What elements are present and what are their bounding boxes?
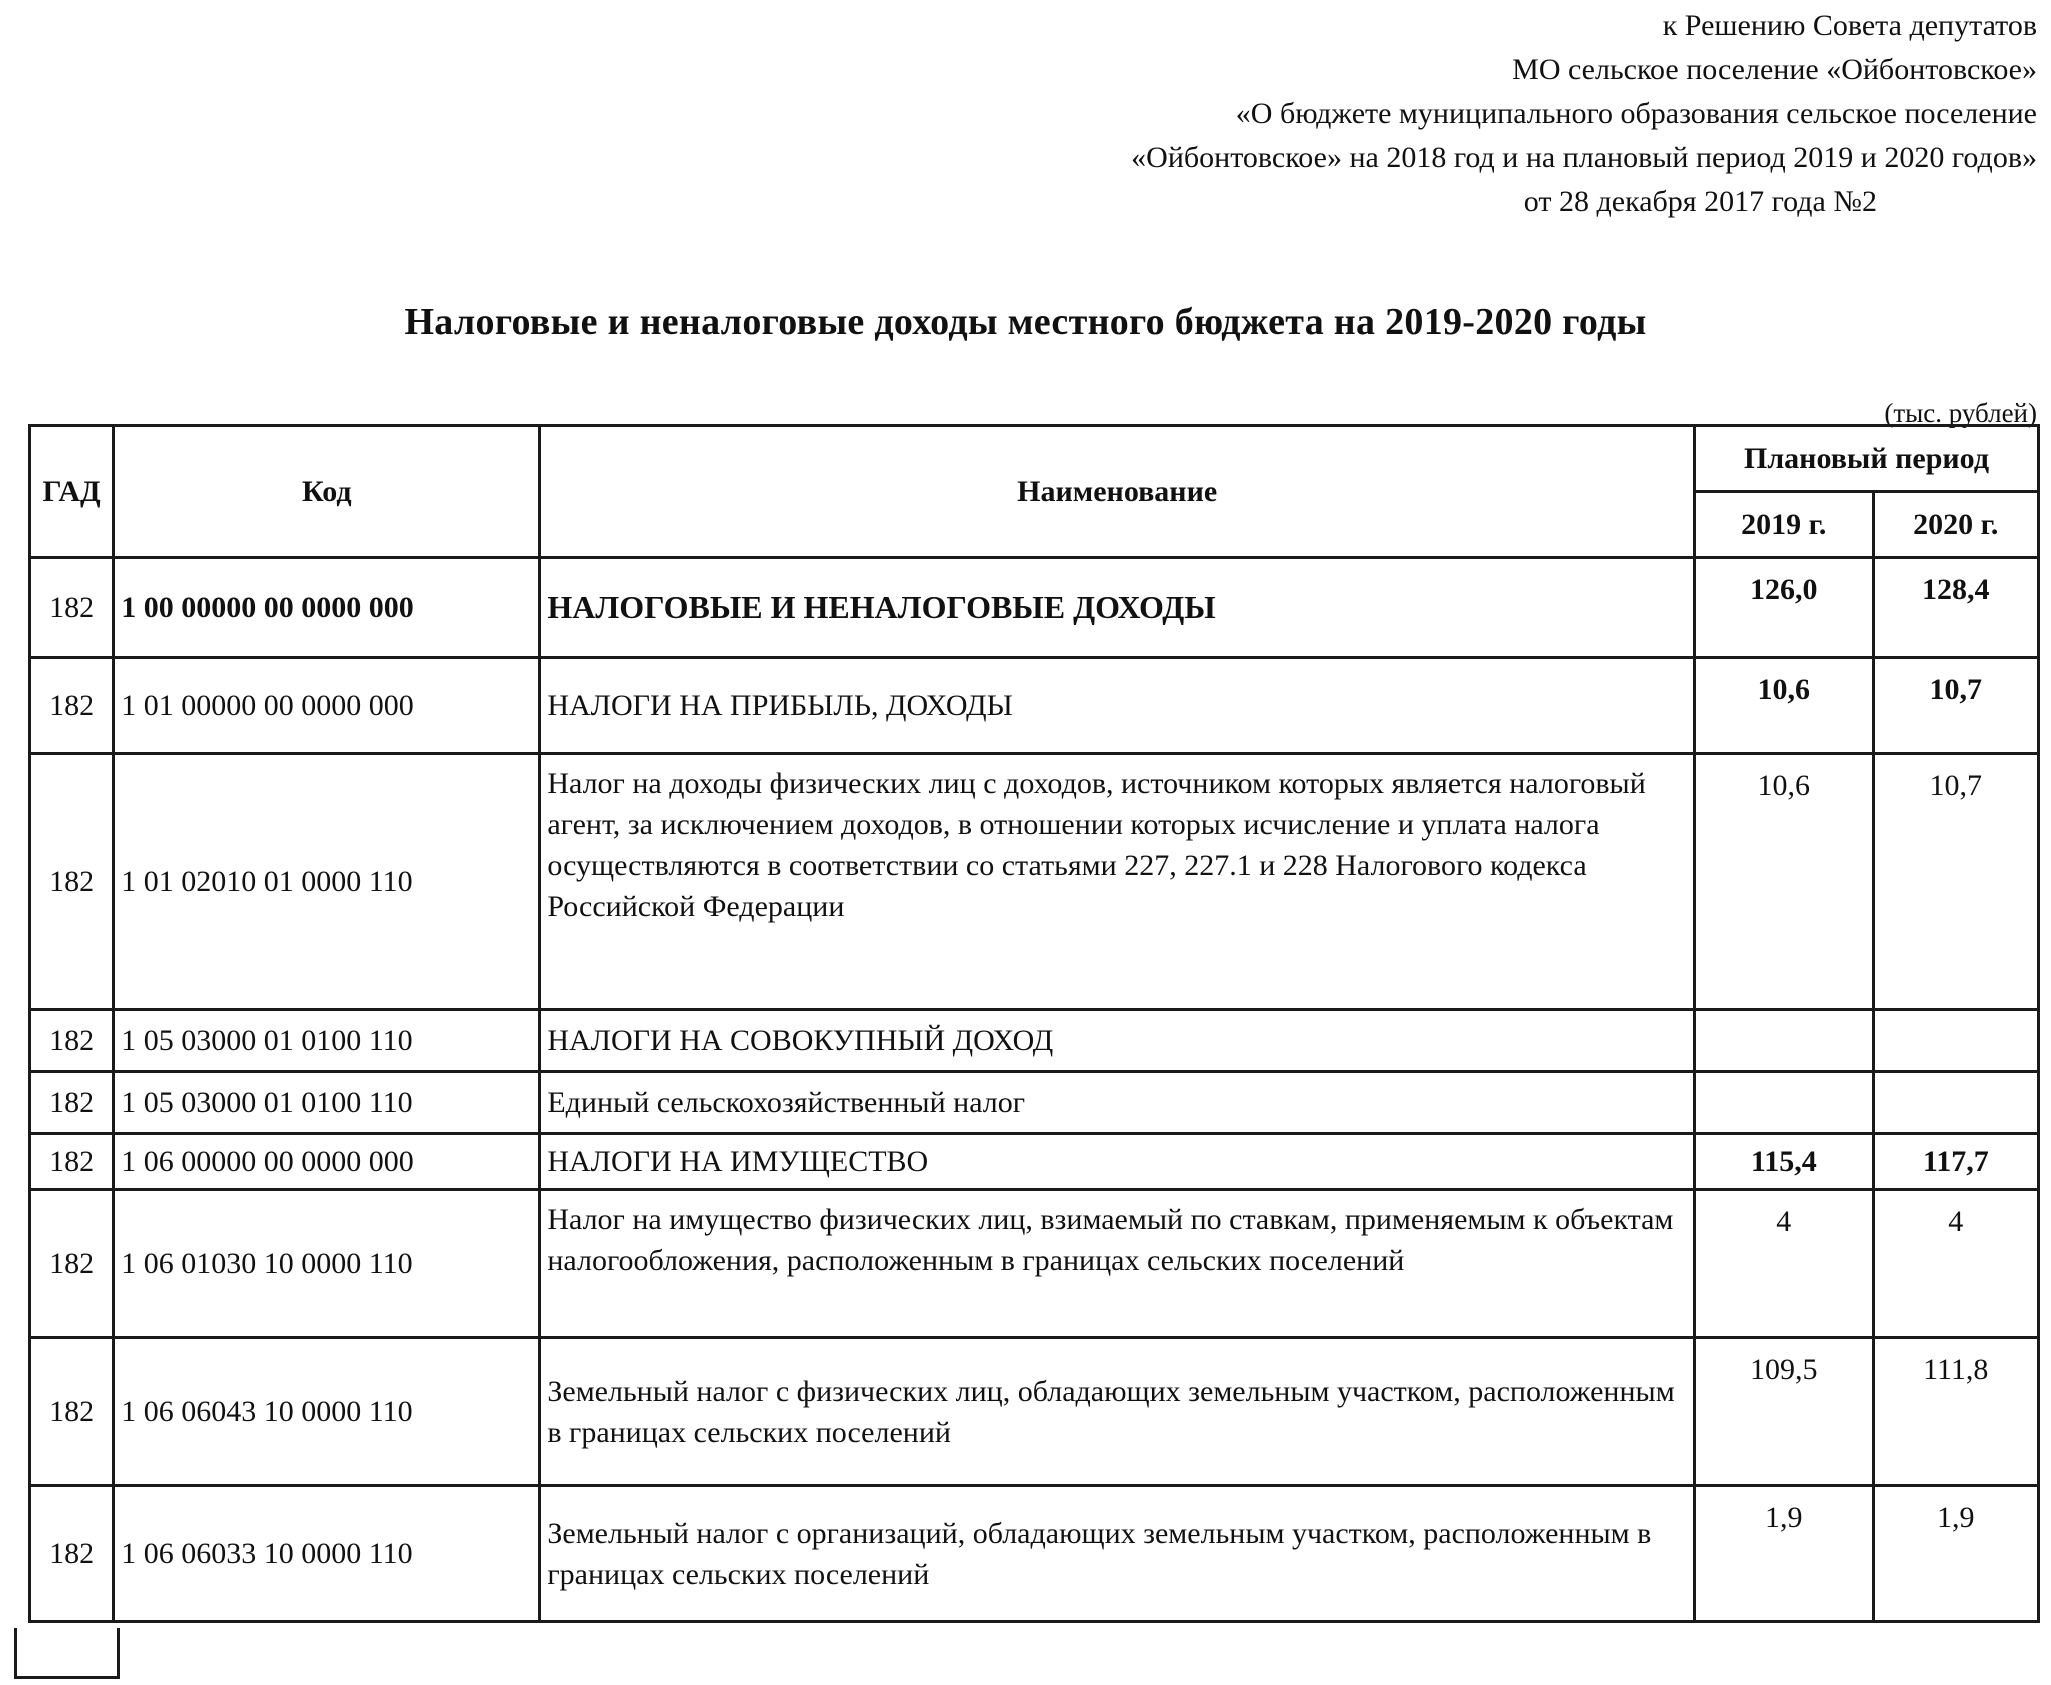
cell-value-2019: 115,4 bbox=[1695, 1134, 1874, 1190]
header-gad: ГАД bbox=[30, 426, 114, 558]
table-row bbox=[30, 1338, 2039, 1486]
header-code: Код bbox=[114, 426, 540, 558]
cell-name: НАЛОГИ НА СОВОКУПНЫЙ ДОХОД bbox=[540, 1010, 1695, 1072]
resolution-reference bbox=[937, 4, 2037, 224]
cell-gad: 182 bbox=[30, 1134, 114, 1190]
cell-value-2019: 10,6 bbox=[1695, 754, 1874, 1010]
cell-name: Земельный налог с организаций, обладающих земельным участком, расположенным в границах сельских поселений bbox=[540, 1486, 1695, 1622]
cell-value-2019: 10,6 bbox=[1695, 658, 1874, 754]
cell-name: НАЛОГИ НА ПРИБЫЛЬ, ДОХОДЫ bbox=[540, 658, 1695, 754]
cell-code: 1 06 06033 10 0000 110 bbox=[114, 1486, 540, 1622]
cell-value-2019: 109,5 bbox=[1695, 1338, 1874, 1486]
cell-name: Земельный налог с физических лиц, обладающих земельным участком, расположенным в границах сельских поселений bbox=[540, 1338, 1695, 1486]
cell-name: Налог на доходы физических лиц с доходов, источником которых является налоговый агент, за исключением доходов, в отношении которых исчисление и уплата налога осуществляются в соответствии со статьями 227, 227.1 и 228 Налогового кодекса Российской Федерации bbox=[540, 754, 1695, 1010]
table-header-row bbox=[30, 426, 2039, 492]
cell-value-2019: 126,0 bbox=[1695, 558, 1874, 658]
cell-value-2020 bbox=[1873, 1072, 2038, 1134]
cell-name: НАЛОГИ НА ИМУЩЕСТВО bbox=[540, 1134, 1695, 1190]
cell-gad: 182 bbox=[30, 1072, 114, 1134]
cell-gad: 182 bbox=[30, 1338, 114, 1486]
header-year-2019: 2019 г. bbox=[1695, 492, 1874, 558]
header-line: к Решению Совета депутатов bbox=[1662, 9, 2037, 42]
table-row bbox=[30, 558, 2039, 658]
cell-name: Налог на имущество физических лиц, взимаемый по ставкам, применяемым к объектам налогообложения, расположенным в границах сельских поселений bbox=[540, 1190, 1695, 1338]
units-note: (тыс. рублей) bbox=[1884, 398, 2037, 428]
cell-value-2019: 1,9 bbox=[1695, 1486, 1874, 1622]
cell-code: 1 05 03000 01 0100 110 bbox=[114, 1072, 540, 1134]
header-line: «Ойбонтовское» на 2018 год и на плановый период 2019 и 2020 годов» bbox=[1131, 141, 2037, 174]
header-line: «О бюджете муниципального образования сельское поселение bbox=[1235, 97, 2037, 130]
cell-value-2020: 111,8 bbox=[1873, 1338, 2038, 1486]
cell-code: 1 01 00000 00 0000 000 bbox=[114, 658, 540, 754]
cell-name: НАЛОГОВЫЕ И НЕНАЛОГОВЫЕ ДОХОДЫ bbox=[540, 558, 1695, 658]
header-year-2020: 2020 г. bbox=[1873, 492, 2038, 558]
cell-code: 1 06 01030 10 0000 110 bbox=[114, 1190, 540, 1338]
cell-code: 1 05 03000 01 0100 110 bbox=[114, 1010, 540, 1072]
table-row bbox=[30, 658, 2039, 754]
cell-gad: 182 bbox=[30, 1010, 114, 1072]
cell-code: 1 00 00000 00 0000 000 bbox=[114, 558, 540, 658]
cell-value-2019 bbox=[1695, 1072, 1874, 1134]
header-line: МО сельское поселение «Ойбонтовское» bbox=[1512, 53, 2037, 86]
cell-gad: 182 bbox=[30, 1486, 114, 1622]
cell-value-2020: 1,9 bbox=[1873, 1486, 2038, 1622]
budget-table bbox=[28, 424, 2040, 1623]
document-title: Налоговые и неналоговые доходы местного бюджета на 2019-2020 годы bbox=[404, 301, 1647, 343]
table-row bbox=[30, 1486, 2039, 1622]
cell-code: 1 06 00000 00 0000 000 bbox=[114, 1134, 540, 1190]
cell-code: 1 06 06043 10 0000 110 bbox=[114, 1338, 540, 1486]
cell-value-2020: 4 bbox=[1873, 1190, 2038, 1338]
cell-name: Единый сельскохозяйственный налог bbox=[540, 1072, 1695, 1134]
table-continuation-cell bbox=[14, 1628, 120, 1679]
table-row bbox=[30, 1010, 2039, 1072]
table-row bbox=[30, 1134, 2039, 1190]
cell-value-2020: 10,7 bbox=[1873, 754, 2038, 1010]
header-name: Наименование bbox=[540, 426, 1695, 558]
cell-value-2020: 10,7 bbox=[1873, 658, 2038, 754]
table-row bbox=[30, 1072, 2039, 1134]
table-row bbox=[30, 754, 2039, 1010]
header-line-date: от 28 декабря 2017 года №2 bbox=[1523, 185, 1877, 218]
table-row bbox=[30, 1190, 2039, 1338]
header-planned-period: Плановый период bbox=[1695, 426, 2039, 492]
cell-value-2020: 117,7 bbox=[1873, 1134, 2038, 1190]
cell-value-2020: 128,4 bbox=[1873, 558, 2038, 658]
cell-gad: 182 bbox=[30, 1190, 114, 1338]
cell-code: 1 01 02010 01 0000 110 bbox=[114, 754, 540, 1010]
cell-value-2020 bbox=[1873, 1010, 2038, 1072]
cell-value-2019: 4 bbox=[1695, 1190, 1874, 1338]
cell-gad: 182 bbox=[30, 754, 114, 1010]
cell-gad: 182 bbox=[30, 658, 114, 754]
cell-value-2019 bbox=[1695, 1010, 1874, 1072]
cell-gad: 182 bbox=[30, 558, 114, 658]
